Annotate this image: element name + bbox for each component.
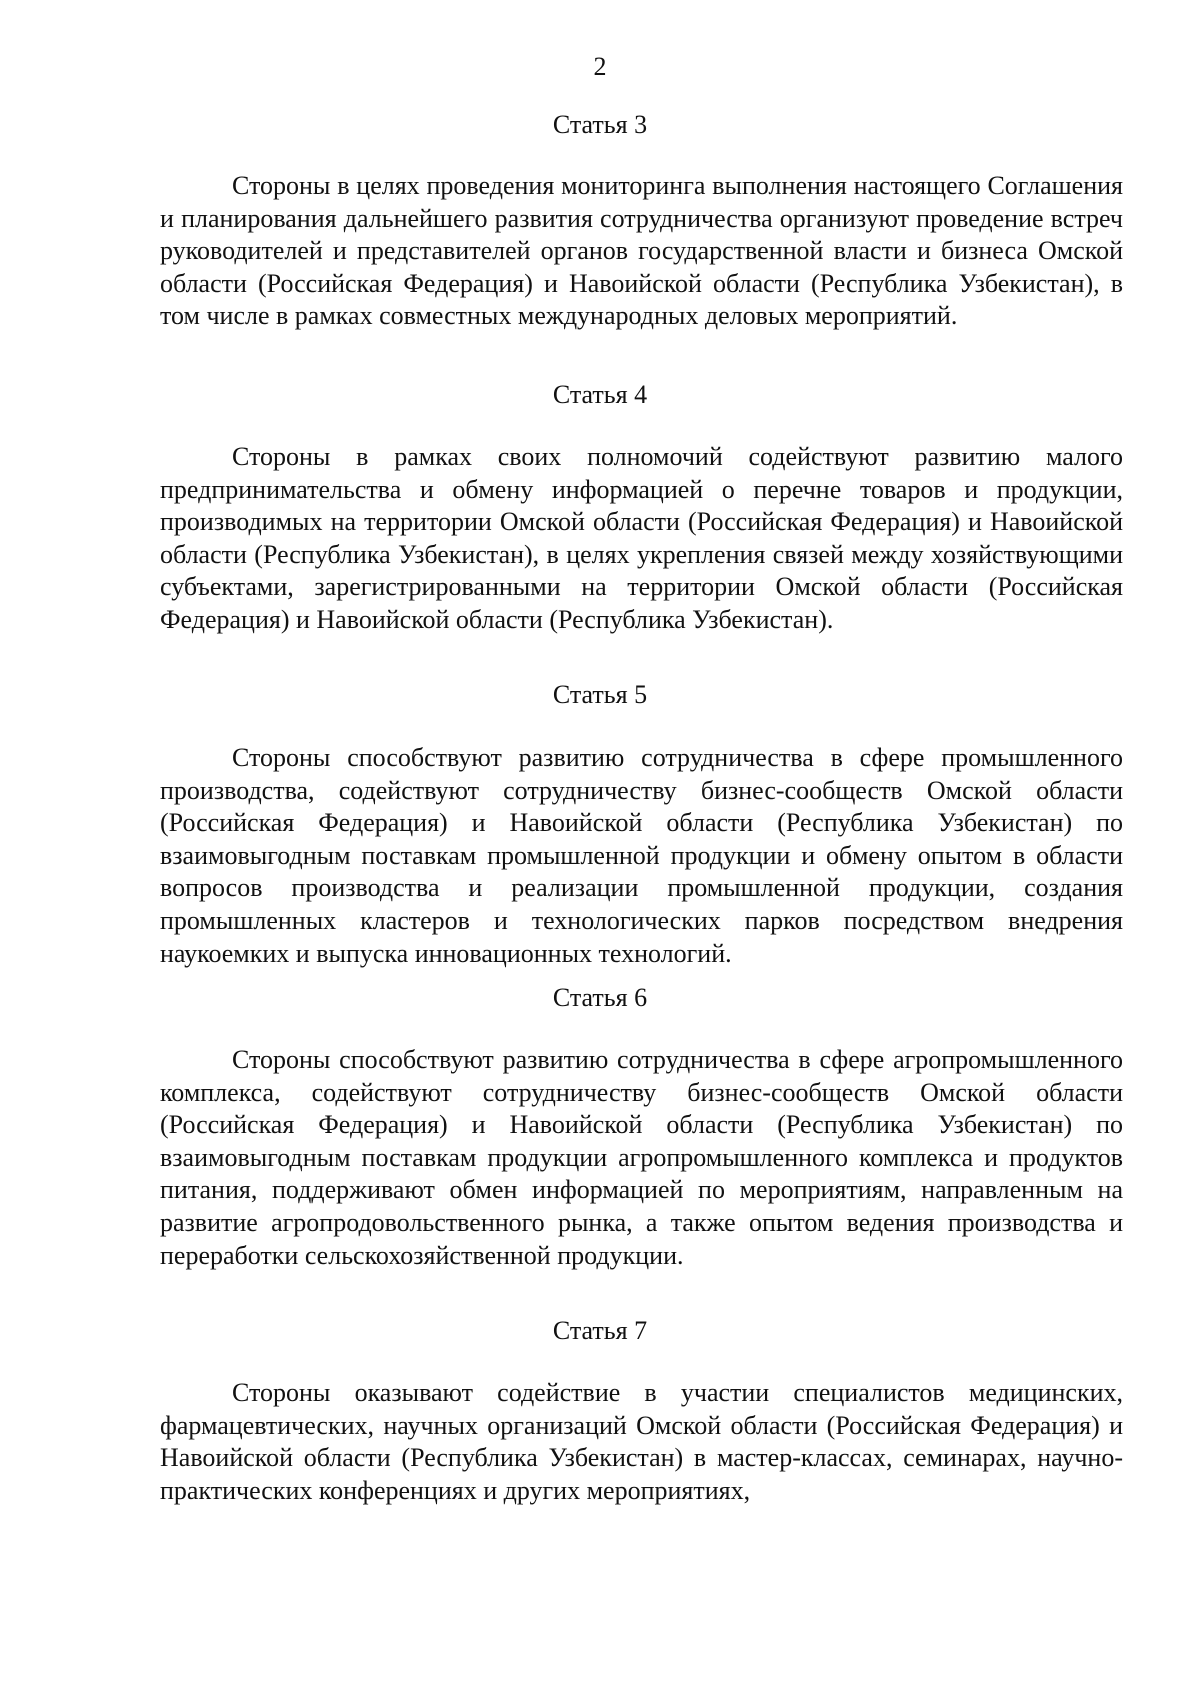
article-7-text: Стороны оказывают содействие в участии специалистов медицинских, фармацевтических, научных организаций Омской области (Российская Федерация) и Навоийской области (Республика Узбекистан) в мастер-классах, семинарах, научно-практических конференциях и других мероприятиях, (160, 1378, 1123, 1505)
article-3-heading: Статья 3 (552, 110, 648, 139)
article-5-heading: Статья 5 (552, 680, 648, 709)
article-6-heading: Статья 6 (552, 983, 648, 1012)
article-4-heading: Статья 4 (552, 380, 648, 409)
article-3-text: Стороны в целях проведения мониторинга выполнения настоящего Соглашения и планирования дальнейшего развития сотрудничества организуют проведение встреч руководителей и представителей органов государственной власти и бизнеса Омской области (Российская Федерация) и Навоийской области (Республика Узбекистан), в том числе в рамках совместных международных деловых мероприятий. (160, 171, 1123, 331)
article-5-text: Стороны способствуют развитию сотрудничества в сфере промышленного производства, содействуют сотрудничеству бизнес-сообществ Омской области (Российская Федерация) и Навоийской области (Республика Узбекистан) по взаимовыгодным поставкам промышленной продукции и обмену опытом в области вопросов производства и реализации промышленной продукции, создания промышленных кластеров и технологических парков посредством внедрения наукоемких и выпуска инновационных технологий. (160, 743, 1123, 968)
article-4-text: Стороны в рамках своих полномочий содействуют развитию малого предпринимательства и обмену информацией о перечне товаров и продукции, производимых на территории Омской области (Российская Федерация) и Навоийской области (Республика Узбекистан), в целях укрепления связей между хозяйствующими субъектами, зарегистрированными на территории Омской области (Российская Федерация) и Навоийской области (Республика Узбекистан). (160, 442, 1123, 634)
page-number: 2 (593, 52, 607, 81)
article-7-heading: Статья 7 (552, 1316, 648, 1345)
article-6-text: Стороны способствуют развитию сотрудничества в сфере агропромышленного комплекса, содействуют сотрудничеству бизнес-сообществ Омской области (Российская Федерация) и Навоийской области (Республика Узбекистан) по взаимовыгодным поставкам продукции агропромышленного комплекса и продуктов питания, поддерживают обмен информацией по мероприятиям, направленным на развитие агропродовольственного рынка, а также опытом ведения производства и переработки сельскохозяйственной продукции. (160, 1045, 1123, 1270)
